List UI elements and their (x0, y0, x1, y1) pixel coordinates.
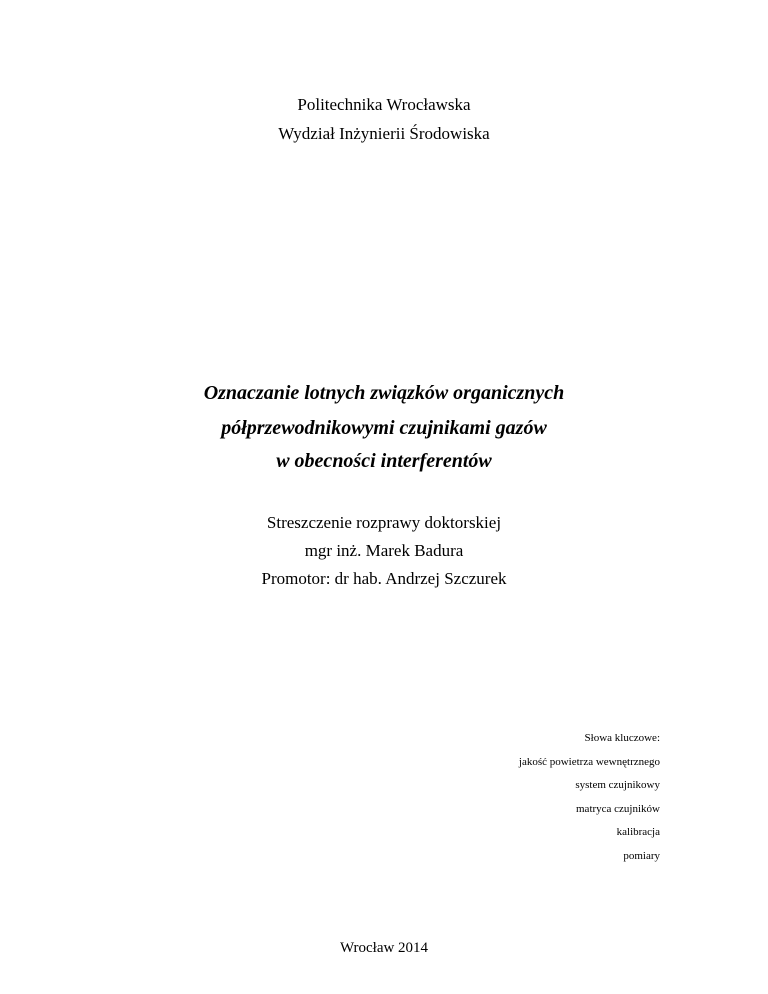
thesis-title-line-1: Oznaczanie lotnych związków organicznych (203, 382, 565, 404)
keywords-block (519, 727, 660, 868)
faculty-name: Wydział Inżynierii Środowiska (278, 124, 490, 143)
author-name: mgr inż. Marek Badura (304, 541, 464, 560)
thesis-title-line-2: półprzewodnikowymi czujnikami gazów (221, 417, 547, 439)
keyword-item: kalibracja (616, 826, 660, 838)
keyword-item: pomiary (623, 849, 660, 862)
university-name: Politechnika Wrocławska (297, 95, 471, 114)
document-type: Streszczenie rozprawy doktorskiej (266, 513, 502, 532)
place-and-year: Wrocław 2014 (339, 940, 429, 956)
keywords-heading: Słowa kluczowe: (584, 732, 660, 744)
keyword-item: system czujnikowy (575, 779, 660, 791)
keyword-item: matryca czujników (576, 802, 660, 815)
keyword-item: jakość powietrza wewnętrznego (518, 755, 660, 768)
supervisor-name: Promotor: dr hab. Andrzej Szczurek (261, 569, 507, 588)
thesis-title-line-3: w obecności interferentów (276, 450, 492, 472)
